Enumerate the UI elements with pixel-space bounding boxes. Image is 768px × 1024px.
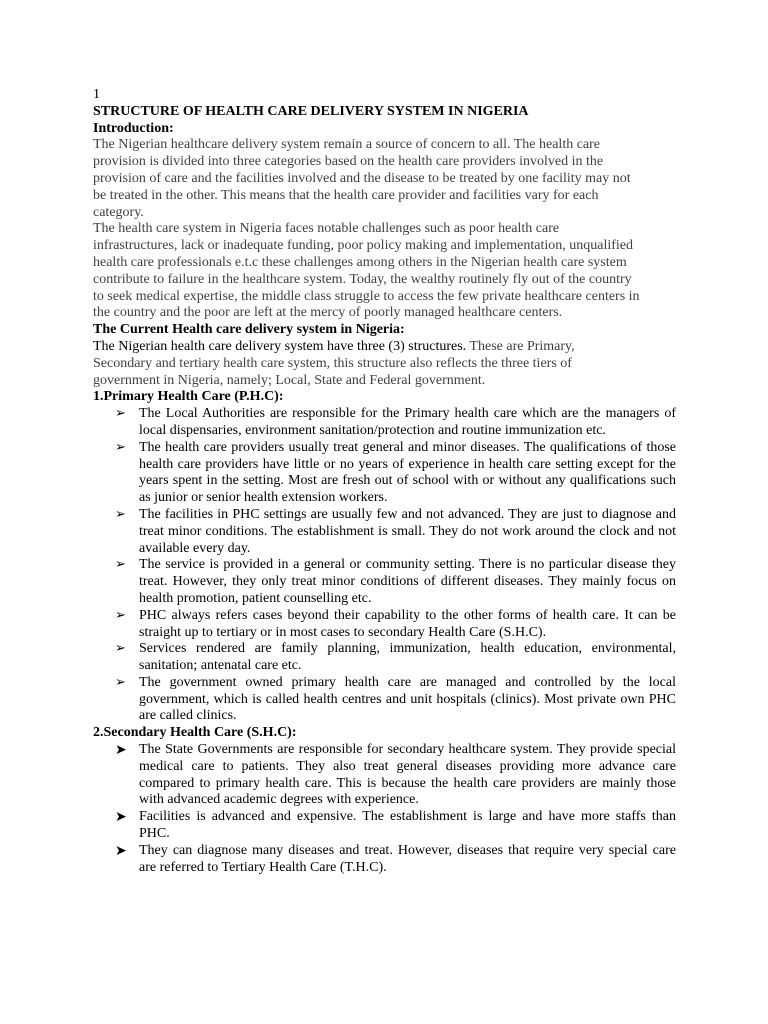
current-system-paragraph [93,339,633,389]
list-item: ➢ The government owned primary health care are managed and controlled by the local government, which is called health centres and unit hospitals (clinics). Most private own PHC are called clinics. [115,674,676,724]
current-system-heading: The Current Health care delivery system in Nigeria: [93,322,405,338]
arrow-bullet-icon: ➢ [115,506,126,522]
current-system-rest: These are Primary, Secondary and tertiary health care system, this structure also reflects the three tiers of government in Nigeria, namely; Local, State and Federal government. [93,338,575,388]
arrow-bullet-icon: ➢ [115,557,126,573]
list-item: ➤ Facilities is advanced and expensive. The establishment is large and have more staffs than PHC. [115,809,676,842]
arrow-bullet-icon: ➢ [115,607,126,623]
arrowhead-bullet-icon: ➤ [115,809,127,826]
page-number: 1 [93,87,100,102]
arrow-bullet-icon: ➢ [115,641,126,657]
list-item: ➢ PHC always refers cases beyond their capability to the other forms of health care. It can be straight up to tertiary or in most cases to secondary Health Care (S.H.C). [115,607,676,640]
introduction-paragraph-1: The Nigerian healthcare delivery system remain a source of concern to all. The health care provision is divided into three categories based on the health care providers involved in the provision of care and the facilities involved and the disease to be treated by one facility may not be treated in the other. This means that the health care provider and facilities vary for each category. [93,137,631,220]
primary-health-care-list [93,406,676,725]
list-item: ➢ The Local Authorities are responsible for the Primary health care which are the managers of local dispensaries, environment sanitation/protection and routine immunization etc. [115,406,676,438]
arrow-bullet-icon: ➢ [115,439,126,455]
document-title: STRUCTURE OF HEALTH CARE DELIVERY SYSTEM IN NIGERIA [93,103,529,119]
list-item: ➤ The State Governments are responsible for secondary healthcare system. They provide special medical care to patients. They also treat general diseases providing more advance care compared to primary health care. This is because the health care providers are mainly those with advanced academic degrees with experience. [115,742,676,808]
secondary-health-care-list [93,742,676,876]
list-item: ➢ The facilities in PHC settings are usually few and not advanced. They are just to diagnose and treat minor conditions. The establishment is small. They do not work around the clock and not available every day. [115,506,676,556]
list-item: ➢ The health care providers usually treat general and minor diseases. The qualifications of those health care providers have little or no years of experience in health care setting except for the years spent in the setting. Most are fresh out of school with or without any qualifications such as junior or senior health extension workers. [115,439,676,506]
list-item: ➤ They can diagnose many diseases and treat. However, diseases that require very special care are referred to Tertiary Health Care (T.H.C). [115,842,676,875]
list-item: ➢ Services rendered are family planning, immunization, health education, environmental, sanitation; antenatal care etc. [115,641,676,674]
primary-health-care-heading: 1.Primary Health Care (P.H.C): [93,389,284,405]
arrowhead-bullet-icon: ➤ [115,742,127,759]
arrow-bullet-icon: ➢ [115,674,126,690]
introduction-paragraph-2: The health care system in Nigeria faces notable challenges such as poor health care infrastructures, lack or inadequate funding, poor policy making and implementation, unqualified health care professionals e.t.c these challenges among others in the Nigerian health care system contribute to failure in the healthcare system. Today, the wealthy routinely fly out of the country to seek medical expertise, the middle class struggle to access the few private healthcare centers in the country and the poor are left at the mercy of poorly managed healthcare centers. [93,221,640,321]
list-item: ➢ The service is provided in a general or community setting. There is no particular disease they treat. However, they only treat minor conditions of different diseases. They mainly focus on health promotion, patient counselling etc. [115,557,676,606]
introduction-heading: Introduction: [93,120,174,136]
document-page [93,87,676,876]
arrowhead-bullet-icon: ➤ [115,842,127,859]
current-system-lead: The Nigerian health care delivery system have three (3) structures. [93,338,467,354]
secondary-health-care-heading: 2.Secondary Health Care (S.H.C): [93,725,297,741]
arrow-bullet-icon: ➢ [115,406,126,422]
